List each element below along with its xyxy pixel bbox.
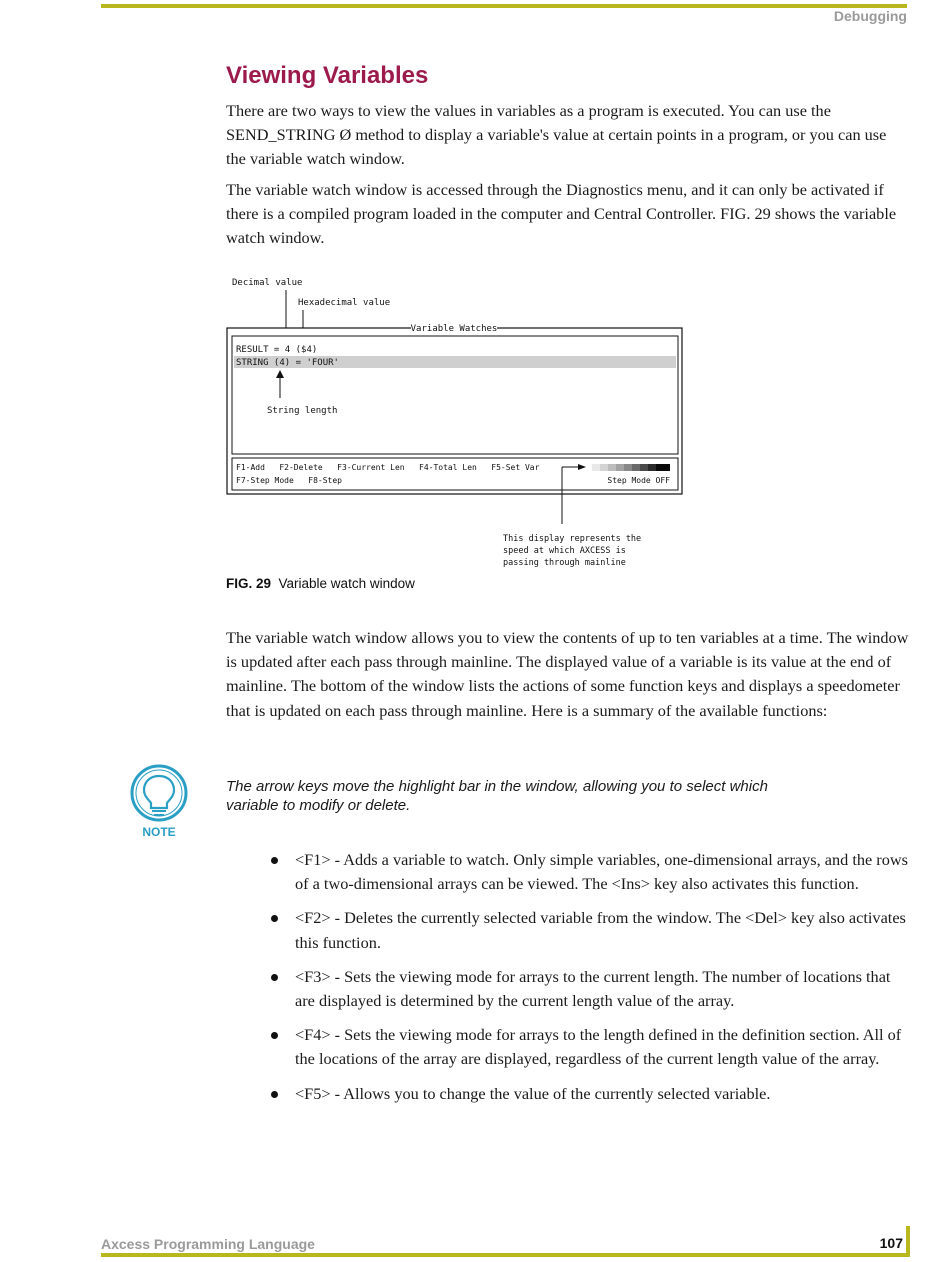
list-item xyxy=(268,1082,910,1106)
figure-caption-text: Variable watch window xyxy=(278,576,415,591)
watch-window-title: Variable Watches xyxy=(410,324,498,334)
bullet-text-f5: <F5> - Allows you to change the value of the currently selected variable. xyxy=(295,1083,771,1103)
bullet-icon xyxy=(271,915,278,922)
bullet-icon xyxy=(271,1091,278,1098)
page-title: Viewing Variables xyxy=(226,62,429,89)
speed-label-line-1: This display represents the xyxy=(503,534,642,544)
running-header: Debugging xyxy=(833,8,907,24)
bullet-icon xyxy=(271,974,278,981)
variable-watch-figure xyxy=(226,268,696,576)
variable-row-result[interactable]: RESULT = 4 ($4) xyxy=(236,345,318,355)
footer-rule xyxy=(101,1253,910,1257)
speedometer xyxy=(592,464,670,471)
bullet-text-f2: <F2> - Deletes the currently selected variable from the window. The <Del> key also activates this function. xyxy=(295,908,906,952)
function-keys-line-2[interactable]: F7-Step Mode F8-Step xyxy=(236,476,342,485)
variable-row-string[interactable]: STRING (4) = 'FOUR' xyxy=(236,358,339,368)
bullet-text-f3: <F3> - Sets the viewing mode for arrays to the current length. The number of locations that are displayed is determined by the current length value of the array. xyxy=(295,966,891,1011)
note-text: The arrow keys move the highlight bar in the window, allowing you to select which variable to modify or delete. xyxy=(226,778,768,814)
intro-paragraph: There are two ways to view the values in variables as a program is executed. You can use the SEND_STRING Ø method to display a variable's value at certain points in a program, or you can use the variable watch window. xyxy=(226,101,887,169)
decimal-value-label: Decimal value xyxy=(232,278,303,288)
speed-label-line-2: speed at which AXCESS is xyxy=(503,546,626,556)
string-length-label: String length xyxy=(267,406,338,416)
function-keys-line-1[interactable]: F1-Add F2-Delete F3-Current Len F4-Total Len F5-Set Var xyxy=(236,463,540,472)
figure-caption xyxy=(226,576,415,591)
list-item xyxy=(268,848,910,896)
function-key-list xyxy=(268,848,910,1116)
bullet-text-f1: <F1> - Adds a variable to watch. Only simple variables, one-dimensional arrays, and the rows of a two-dimensional arrays can be viewed. The <Ins> key also activates this function. xyxy=(295,850,908,894)
header-rule xyxy=(101,4,907,8)
figure-label: FIG. 29 xyxy=(226,576,272,591)
bullet-text-f4: <F4> - Sets the viewing mode for arrays to the length defined in the definition section. All of the locations of the array are displayed, regardless of the current length value of the array. xyxy=(295,1025,902,1069)
list-item xyxy=(268,965,910,1013)
list-item xyxy=(268,1023,910,1071)
hex-value-label: Hexadecimal value xyxy=(298,298,391,308)
note-label: NOTE xyxy=(142,825,176,839)
lightbulb-icon xyxy=(129,764,189,844)
access-paragraph: The variable watch window is accessed through the Diagnostics menu, and it can only be activated if there is a compiled program loaded in the computer and Central Controller. FIG. 29 shows the variable watch window. xyxy=(226,180,897,248)
page-number: 107 xyxy=(879,1235,903,1251)
bullet-icon xyxy=(271,1032,278,1039)
watch-window-description: The variable watch window allows you to view the contents of up to ten variables at a time. The window is updated after each pass through mainline. The displayed value of a variable is its value at the end of mainline. The bottom of the window lists the actions of some function keys and displays a speedometer that is updated on each pass through mainline. Here is a summary of the available functions: xyxy=(226,628,909,720)
step-mode-status: Step Mode OFF xyxy=(607,476,670,485)
speed-label-line-3: passing through mainline xyxy=(503,558,626,568)
footer-title: Axcess Programming Language xyxy=(101,1236,315,1252)
bullet-icon xyxy=(271,857,278,864)
list-item xyxy=(268,906,910,954)
